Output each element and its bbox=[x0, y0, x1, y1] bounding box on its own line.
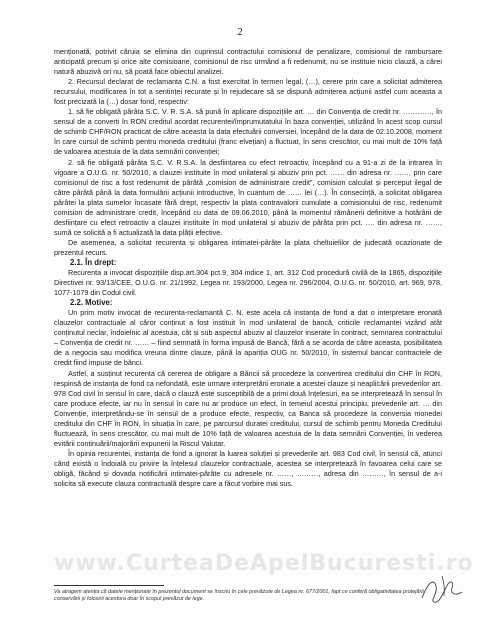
section-heading: 2.1. În drept: bbox=[70, 257, 117, 267]
section-heading: 2.2. Motive: bbox=[70, 298, 113, 308]
body-paragraph: Recurenta a invocat dispozițiile disp.art.304 pct.9, 304 indice 1, art. 312 Cod procedură civilă de la 1865, dispozițiile Directivei nr. 93/13/CEE, O.U.G. nr. 21/1992, Legea nr. 193/2000, Legea nr. 296/2004, O.U.G. nr. 50/2010, art. 969, 978, 1077-1079 din Codul civil. bbox=[54, 268, 442, 298]
body-paragraph: De asemenea, a solicitat recurenta și obligarea intimatei-pârâte la plata cheltuielilor de judecată ocazionate de prezentul recurs. bbox=[54, 237, 442, 257]
body-paragraph: În opinia recurentei, instanța de fond a ignorat la luarea soluției și prevederile art. 983 Cod civil, în sensul că, atunci când există o îndoială cu privire la înțelesul clauzelor contractuale, acestea se interpretează în favoarea celui care se obligă, făcând și dovada notificării intimatei-pârâte cu adresele nr. ……, ………, adresa din ………, în sensul de a-i solicita să execute clauza contractuală despre care a făcut vorbire mai sus. bbox=[54, 448, 442, 489]
footnote-rule bbox=[54, 585, 164, 586]
body-paragraph: 2. Recursul declarat de reclamanta C.N. a fost exercitat în termen legal, (…), cerere prin care a solicitat admiterea recursului, modificarea în tot a sentinței recurate și în rejudecare să se dispună admiterea acțiunii astfel cum aceasta a fost precizată la (…) dosar fond, respectiv: bbox=[54, 77, 442, 107]
handwritten-signature bbox=[418, 572, 464, 606]
body-paragraph: menționată, potrivit căruia se elimina din cuprinsul contractului comisionul de penalizare, comisionul de rambursare anticipată precum și orice alte comisioane, comisionul de risc urmând a fi redenumit, nu se instituie nicio clauză, a cărei natură abuzivă ori nu, să poată face obiectul analizei. bbox=[54, 47, 442, 77]
body-paragraph: Astfel, a susținut recurenta că cererea de obligare a Băncii să procedeze la convertirea creditului din CHF în RON, respinsă de instanța de fond ca nefondată, este urmare interpretării eronate a acestei clauze și neaplicării prevederilor art. 978 Cod civil în sensul în care, dacă o clauză este susceptibilă de a primi două înțelesuri, ea se interpretează în sensul în care produce efecte, iar nu în sensul în care nu ar produce un efect, în temeiul acestui principiu, prevederile art. … din Convenție, interpretându-se în sensul de a produce efecte, respectiv, ca Banca să procedeze la conversia monedei creditului din CHF în RON, în situația în care, pe parcursul duratei creditului, cursul de schimb pentru Moneda Creditului fluctuează, în sens crescător, cu mai mult de 10% față de valoarea acestuia de la data semnării Convenției, în vederea evitării continuării/majorării expunerii la Riscul Valutar. bbox=[54, 368, 442, 448]
body-paragraph: 2. să fie obligată pârâta S.C. V. R.S.A. la desființarea cu efect retroactiv, începând cu a 91-a zi de la intrarea în vigoare a O.U.G. nr. 50/2010, a clauzei instituite în mod unilateral și abuziv prin pct. …… din adresa nr. ……, prin care comisionul de risc a fost redenumit de pârâtă „comision de administrare credit”, comision calculat și perceput ilegal de către pârâtă până la data formulării acțiunii introductive, în cuantum de …… lei (…). În consecință, a solicitat obligarea pârâtei la plata sumelor încasate fără drept, respectiv la plata contravalorii cumulate a comisionului de risc, redenumit comision de administrare credit, începând cu data de 09.06.2010, până la momentul rămânerii definitive a hotărârii de desființare cu efect retroactiv a clauzei instituite în mod unilateral și abuziv de pârâta prin pct. …. din adresa nr. ……, sumă ce solicită a fi actualizată la data plății efective. bbox=[54, 157, 442, 237]
watermark: www.CurteaDeApelBucuresti.ro bbox=[54, 551, 474, 576]
body-paragraph: Un prim motiv invocat de recurenta-reclamantă C. N. este acela că instanța de fond a dat o interpretare eronată clauzelor contractuale al căror conținut a fost instituit în mod unilateral de bancă, criticile reclamantei vizând atât conținutul neclar, îndoielnic al acestuia, cât și sub aspectul abuziv al clauzelor inserate în contract, semnarea contractului – Convenția de credit nr. …… – fiind semnată în forma impusă de Bancă, fără a se acorda de către aceasta, posibilitatea de a negocia sau modifica vreuna dintre clauze, până la apariția OUG nr. 50/2010, în sistemul bancar contractele de credit fiind impuse de bănci. bbox=[54, 308, 442, 368]
body-paragraph: 1. să fie obligată pârâta S.C. V. R. S.A. să pună în aplicare dispozițiile art. … din Convenția de credit nr. …………, în sensul de a converti în RON creditul acordat recurentei/împrumutatului în baza convenției, utilizând în acest scop cursul de schimb CHF/RON practicat de către aceasta la data efectuării conversiei, începând de la data de 02.10.2008, moment în care cursul de schimb pentru moneda creditului (franc elvețian) a fluctuat, în sens crescător, cu mai mult de 10% față de valoarea acestuia de la data semnării convenției; bbox=[54, 107, 442, 157]
footnote: Va atragem atenția că datele menționate în prezentul document se înscriu în cele prevăzute de Legea nr. 677/2001, fapt ce conferă obligativitatea protejării, conservării și folosirii acestora doar în scopul prevăzut de lege. bbox=[54, 589, 426, 603]
document-body bbox=[54, 47, 442, 489]
page-number: 2 bbox=[237, 26, 243, 38]
